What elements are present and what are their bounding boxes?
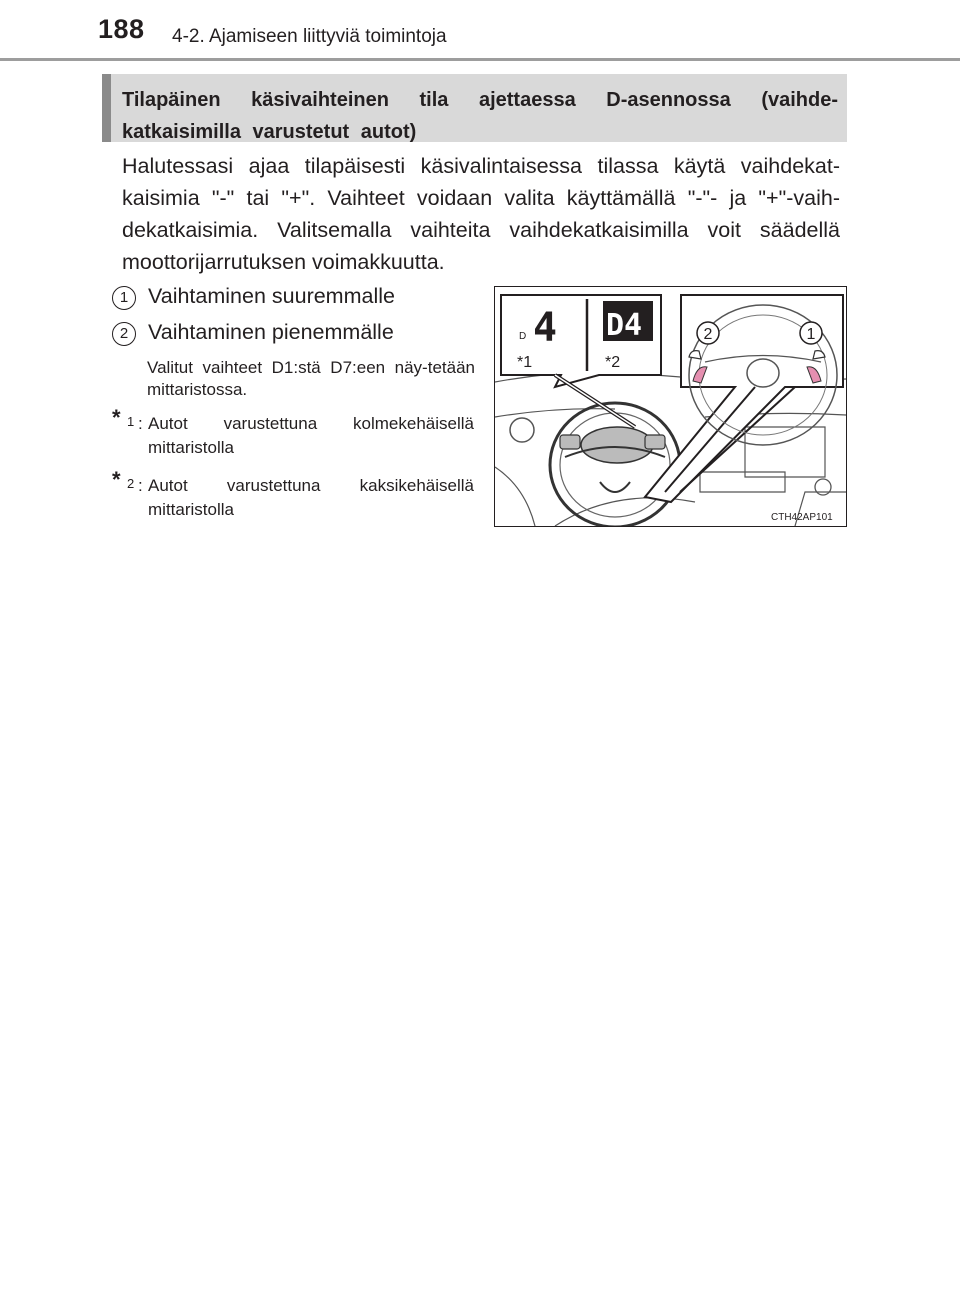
dashboard-lines bbox=[495, 372, 846, 526]
steering-wheel-icon bbox=[550, 403, 680, 526]
illustration-svg bbox=[495, 287, 846, 526]
gear-display-note: Valitut vaihteet D1:stä D7:een näy-tetään mittaristossa. bbox=[147, 358, 475, 399]
air-vent-icon bbox=[510, 418, 534, 442]
item-label-upshift: Vaihtaminen suuremmalle bbox=[148, 284, 395, 308]
footnote-text: Autot varustettuna kaksikehäisellä mittaristolla bbox=[148, 476, 474, 519]
item-label-downshift: Vaihtaminen pienemmälle bbox=[148, 320, 394, 344]
page-number: 188 bbox=[98, 14, 145, 44]
paddle-pointer-line bbox=[665, 387, 755, 492]
callout-number-2: 2 bbox=[703, 326, 713, 343]
intro-paragraph: Halutessasi ajaa tilapäisesti käsivalintaisessa tilassa käytä vaihdekat-kaisimia "-" tai "+". Vaihteet voidaan valita käyttämällä "-"- ja "+"-vaih-dekatkaisimia. Valitsemalla vaihteita vaihdekatkaisimilla voit säädellä moottorijarrutuksen voimakkuutta. bbox=[122, 154, 840, 274]
star1-label: *1 bbox=[517, 354, 533, 371]
callout-number-1: 1 bbox=[806, 326, 816, 343]
number-badge-1: 1 bbox=[112, 286, 136, 310]
footnote-number: 1 bbox=[127, 414, 135, 429]
footnote-text: Autot varustettuna kolmekehäisellä mittaristolla bbox=[148, 414, 474, 457]
number-badge-2: 2 bbox=[112, 322, 136, 346]
header-rule bbox=[0, 58, 960, 61]
footnote-asterisk: * bbox=[112, 405, 121, 430]
star2-label: *2 bbox=[605, 354, 621, 371]
chapter-title: 4-2. Ajamiseen liittyviä toimintoja bbox=[172, 26, 447, 47]
footnote-colon: : bbox=[138, 414, 143, 433]
display-small-d: D bbox=[519, 331, 527, 342]
figure-code: CTH42AP101 bbox=[771, 512, 833, 523]
footnote-number: 2 bbox=[127, 476, 135, 491]
section-heading-bar bbox=[102, 74, 111, 142]
footnote-colon: : bbox=[138, 476, 143, 495]
d4-display-text: D4 bbox=[606, 308, 643, 343]
paddle-shift-illustration bbox=[494, 286, 847, 527]
section-title: Tilapäinen käsivaihteinen tila ajettaessa D-asennossa (vaihde-katkaisimilla varustetut autot) bbox=[122, 89, 838, 143]
display-gear-digit: 4 bbox=[533, 305, 558, 351]
footnote-asterisk: * bbox=[112, 467, 121, 492]
